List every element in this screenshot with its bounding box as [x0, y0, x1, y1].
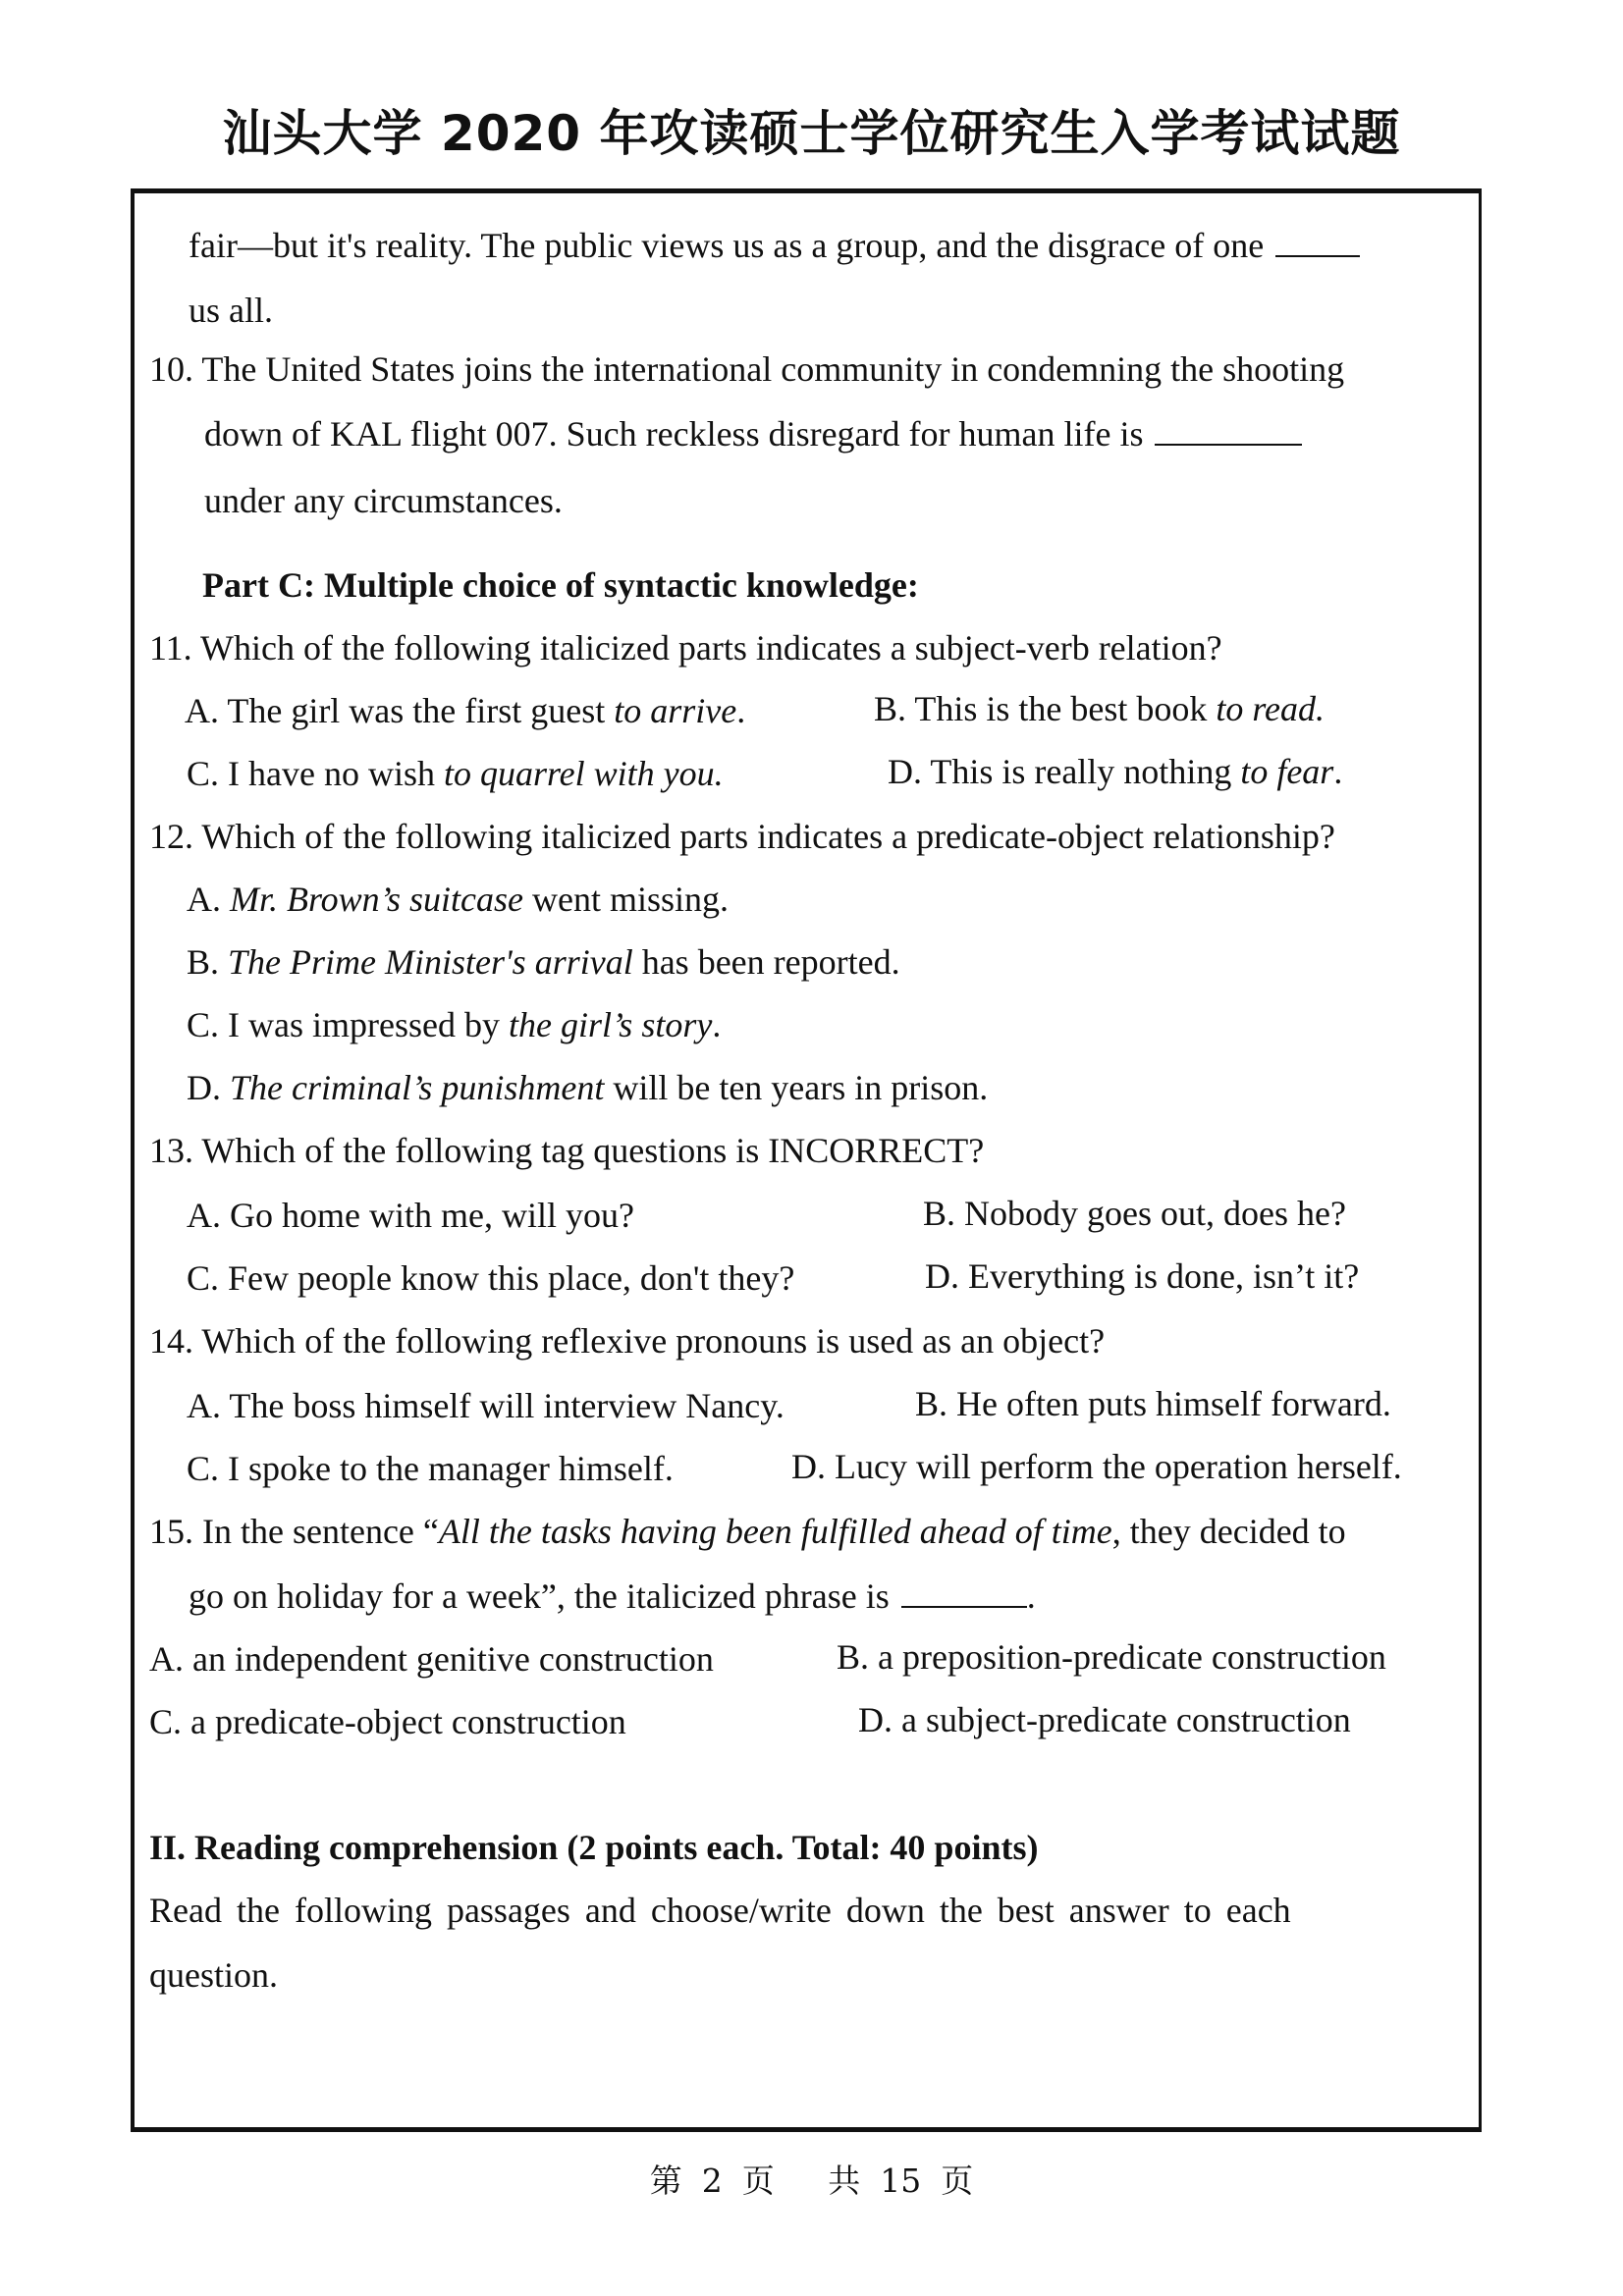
instructions-line1: Read the following passages and choose/write down the best answer to each	[149, 1891, 1291, 1930]
answer-blank	[901, 1576, 1027, 1608]
page-title: 汕头大学 2020 年攻读硕士学位研究生入学考试试题	[222, 105, 1401, 162]
total-pages: 15	[880, 2162, 922, 2200]
q14-option-a: A. The boss himself will interview Nancy.	[187, 1386, 784, 1425]
q12-option-d: D. The criminal’s punishment will be ten years in prison.	[187, 1068, 989, 1107]
q15-stem-line2: go on holiday for a week”, the italicized phrase is .	[189, 1576, 1036, 1616]
q12-stem: 12. Which of the following italicized parts indicates a predicate-object relationship?	[149, 817, 1335, 856]
q14-option-b: B. He often puts himself forward.	[915, 1384, 1391, 1423]
q12-option-b: B. The Prime Minister's arrival has been reported.	[187, 942, 900, 982]
section-ii-heading: II. Reading comprehension (2 points each. Total: 40 points)	[149, 1828, 1039, 1867]
q15-stem: 15. In the sentence “All the tasks having been fulfilled ahead of time, they decided to	[149, 1512, 1346, 1551]
q11-option-a: A. The girl was the first guest to arrive.	[185, 691, 746, 730]
q15-option-a: A. an independent genitive construction	[149, 1639, 714, 1679]
answer-blank	[1155, 414, 1302, 446]
q13-stem: 13. Which of the following tag questions is INCORRECT?	[149, 1131, 985, 1170]
q15-option-d: D. a subject-predicate construction	[858, 1700, 1351, 1739]
q11-option-d: D. This is really nothing to fear.	[888, 752, 1343, 791]
instructions-line2: question.	[149, 1955, 278, 1995]
q9-line1: fair—but it's reality. The public views us as a group, and the disgrace of one	[189, 224, 1360, 267]
q11-option-b: B. This is the best book to read.	[874, 689, 1325, 728]
q10-line3: under any circumstances.	[204, 481, 563, 520]
q13-option-a: A. Go home with me, will you?	[187, 1196, 634, 1235]
q12-option-c: C. I was impressed by the girl’s story.	[187, 1005, 722, 1044]
q12-option-a: A. Mr. Brown’s suitcase went missing.	[187, 880, 730, 919]
answer-blank	[1275, 226, 1360, 257]
q11-stem: 11. Which of the following italicized parts indicates a subject-verb relation?	[149, 628, 1222, 667]
q13-option-c: C. Few people know this place, don't they?	[187, 1258, 795, 1298]
q14-option-d: D. Lucy will perform the operation herself.	[791, 1447, 1402, 1486]
page-number: 2	[701, 2162, 723, 2200]
q13-option-d: D. Everything is done, isn’t it?	[925, 1256, 1360, 1296]
q10-line1: 10. The United States joins the international community in condemning the shooting	[149, 349, 1345, 389]
q15-option-b: B. a preposition-predicate construction	[837, 1637, 1386, 1677]
part-c-heading: Part C: Multiple choice of syntactic knowledge:	[202, 565, 919, 605]
q11-option-c: C. I have no wish to quarrel with you.	[187, 754, 724, 793]
q14-option-c: C. I spoke to the manager himself.	[187, 1449, 674, 1488]
q14-stem: 14. Which of the following reflexive pronouns is used as an object?	[149, 1321, 1106, 1361]
page-footer: 第 2 页 共 15 页	[649, 2162, 974, 2200]
q9-line2: us all.	[189, 291, 273, 330]
q13-option-b: B. Nobody goes out, does he?	[923, 1194, 1346, 1233]
q15-option-c: C. a predicate-object construction	[149, 1702, 626, 1741]
q10-line2: down of KAL flight 007. Such reckless disregard for human life is	[204, 412, 1302, 455]
